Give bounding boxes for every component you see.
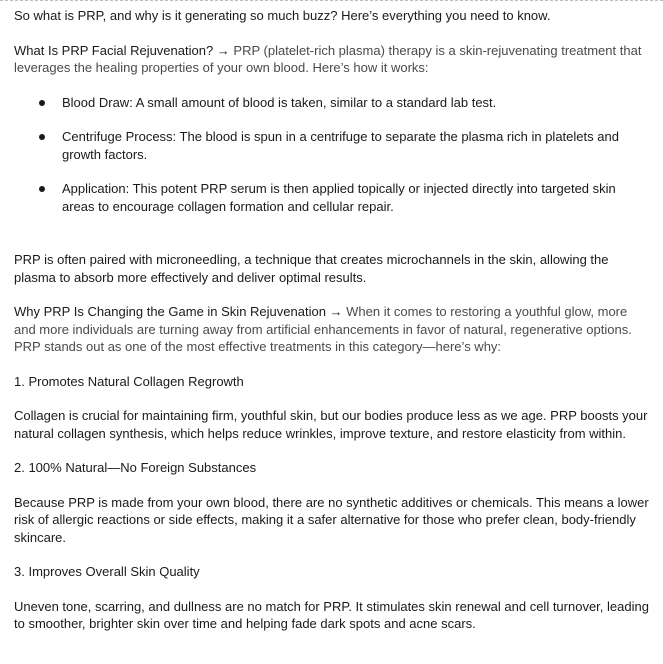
- list-item: [14, 94, 649, 112]
- section-prp-definition: [14, 42, 649, 77]
- reason-body: Collagen is crucial for maintaining firm, youthful skin, but our bodies produce less as we age. PRP boosts your natural collagen synthesis, which helps reduce wrinkles, improve texture, and restore elasticity from within.: [14, 408, 648, 441]
- section-why-prp: [14, 303, 649, 356]
- steps-list: [14, 94, 649, 216]
- reason-body: Because PRP is made from your own blood, there are no synthetic additives or chemicals. This means a lower risk of allergic reactions or side effects, making it a safer alternative for those who prefer clean, body-friendly skincare.: [14, 494, 649, 545]
- section-heading: What Is PRP Facial Rejuvenation? →: [14, 42, 230, 58]
- section-body: When it comes to restoring a youthful glow, more and more individuals are turning away from artificial enhancements in favor of natural, regenerative options. PRP stands out as one of the most effective treatments in this category—here’s why:: [14, 304, 632, 354]
- bullet-icon: [39, 186, 45, 192]
- reason-title: 1. Promotes Natural Collagen Regrowth: [14, 373, 244, 389]
- microneedling-paragraph: PRP is often paired with microneedling, a technique that creates microchannels in the skin, allowing the plasma to absorb more effectively and deliver optimal results.: [14, 252, 609, 285]
- list-item-text: Application: This potent PRP serum is then applied topically or injected directly into targeted skin areas to encourage collagen formation and cellular repair.: [62, 181, 616, 214]
- section-heading: Why PRP Is Changing the Game in Skin Rejuvenation →: [14, 304, 343, 319]
- bullet-icon: [39, 134, 45, 140]
- reason-title: 3. Improves Overall Skin Quality: [14, 564, 200, 579]
- intro-paragraph: So what is PRP, and why is it generating so much buzz? Here’s everything you need to know.: [14, 8, 551, 23]
- section-body: PRP (platelet-rich plasma) therapy is a skin-rejuvenating treatment that leverages the healing properties of your own blood. Here’s how it works:: [14, 42, 642, 75]
- list-item: [14, 180, 649, 215]
- document-body: [0, 1, 663, 633]
- reason-body: Uneven tone, scarring, and dullness are no match for PRP. It stimulates skin renewal and cell turnover, leading to smoother, brighter skin over time and helping fade dark spots and acne scars.: [14, 598, 649, 631]
- list-item: [14, 128, 649, 163]
- reason-title: 2. 100% Natural—No Foreign Substances: [14, 460, 257, 475]
- list-item-text: Centrifuge Process: The blood is spun in a centrifuge to separate the plasma rich in platelets and growth factors.: [62, 129, 619, 162]
- bullet-icon: [39, 100, 45, 106]
- list-item-text: Blood Draw: A small amount of blood is taken, similar to a standard lab test.: [62, 94, 497, 110]
